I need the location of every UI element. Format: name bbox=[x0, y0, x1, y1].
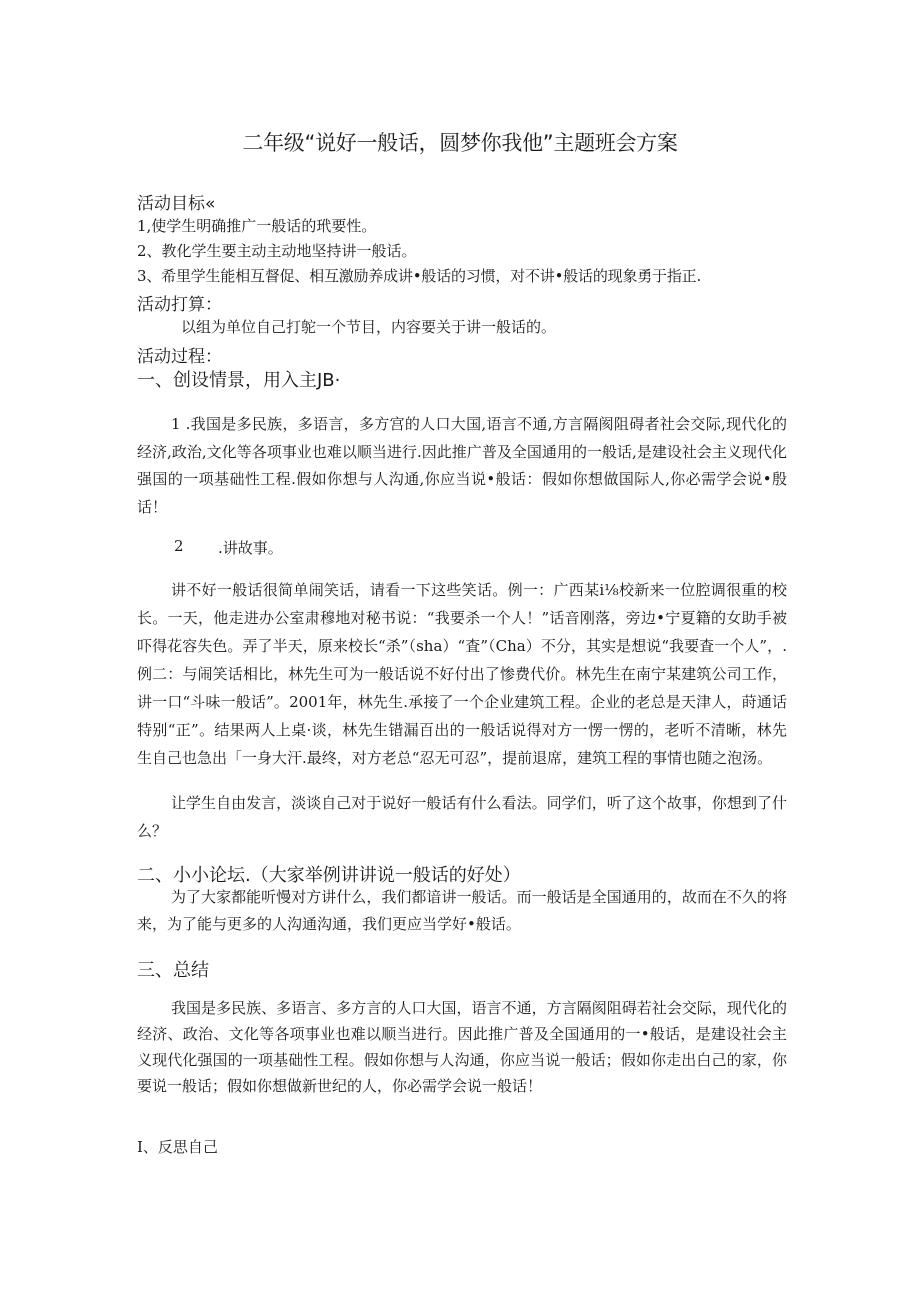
plan-text: 以组为单位自己打鸵一个节目，内容要关于讲一般话的。 bbox=[181, 318, 557, 336]
section3-paragraph: 我国是多民族、多语言、多方言的人口大国，语言不通，方言隔阂阻碍若社会交际，现代化的经济、政治、文化等各项事业也难以顺当进行。因此推广普及全国通用的一•般话，是建设社会主义现代化强国的一项基础性工程。假如你想与人沟通，你应当说一般话；假如你走出白己的家，你要说一般话；假如你想做新世纪的人，你必需学会说一般话！ bbox=[137, 999, 787, 1095]
section1-heading: 一、创设情景，用入主JB· bbox=[137, 370, 341, 391]
section4-heading: I、反思自己 bbox=[137, 1138, 218, 1156]
story-paragraph: 讲不好一般话很简单闹笑话，请看一下这些笑话。例一：广西某i⅛校新来一位腔调很重的校长。一天，他走进办公室肃穆地对秘书说：“我要杀一个人！”话音刚落，旁边•宁夏籍的女助手被吓得花容失色。弄了半天，原来校长“杀”（sha）“査”（Cha）不分，其实是想说“我要査一个人”，.例二：与闹笑话相比，林先生可为一般话说不好付出了惨费代价。林先生在南宁某建筑公司工作，讲一口“斗味一般话”。2001年，林先生.承接了一个企业建筑工程。企业的老总是天津人，莳通话特别“正”。结果两人上桌·谈，林先生错漏百出的一般话说得对方一愣一愣的，老听不清晰，林先生自己也急出「一身大汗.最终，对方老总“忍无可忍”，提前退席，建筑工程的事情也随之泡汤。 bbox=[137, 581, 787, 767]
section1-item-2-text: .讲故事。 bbox=[218, 539, 283, 557]
goals-heading: 活动目标« bbox=[137, 194, 216, 214]
plan-heading: 活动打算： bbox=[137, 295, 222, 315]
process-heading: 活动过程： bbox=[137, 347, 222, 367]
section1-paragraph-1: 1 .我国是多民族，多语言，多方宫的人口大国,语言不通,方言隔阂阻碍者社会交际,现代化的经济,政治,文化等各项事业也难以顺当进行.因此推广普及全国通用的一般话,是建设社会主义现代化强国的一项基础性工程.假如你想与人沟通,你应当说•般话：假如你想做国际人,你必需学会说•殷话！ bbox=[137, 415, 787, 516]
goal-item-1: 1,使学生明确推广一般话的玳要性。 bbox=[137, 217, 377, 235]
section2-heading: 二、小小论坛.（大家举例讲讲说一般话的好处） bbox=[137, 865, 521, 886]
goal-item-2: 2、教化学生要主动主动地坚持讲一般话。 bbox=[137, 242, 417, 260]
discussion-paragraph: 让学生自由发言，淡谈自己对于说好一般话有什么看法。同学们，听了这个故事，你想到了什么？ bbox=[137, 794, 787, 840]
section2-paragraph: 为了大家都能听慢对方讲什么，我们都谙讲一般话。而一般话是全国通用的，故而在不久的将来，为了能与更多的人沟通沟通，我们更应当学好•般话。 bbox=[137, 888, 787, 933]
section3-heading: 三、总结 bbox=[137, 960, 209, 981]
section1-item-2-number: 2 bbox=[174, 537, 184, 555]
goal-item-3: 3、希里学生能相互督促、相互激励养成讲•般话的习惯，对不讲•般话的现象勇于指正. bbox=[137, 267, 702, 285]
document-title: 二年级“说好一般话，圆梦你我他”主题班会方案 bbox=[242, 131, 678, 155]
